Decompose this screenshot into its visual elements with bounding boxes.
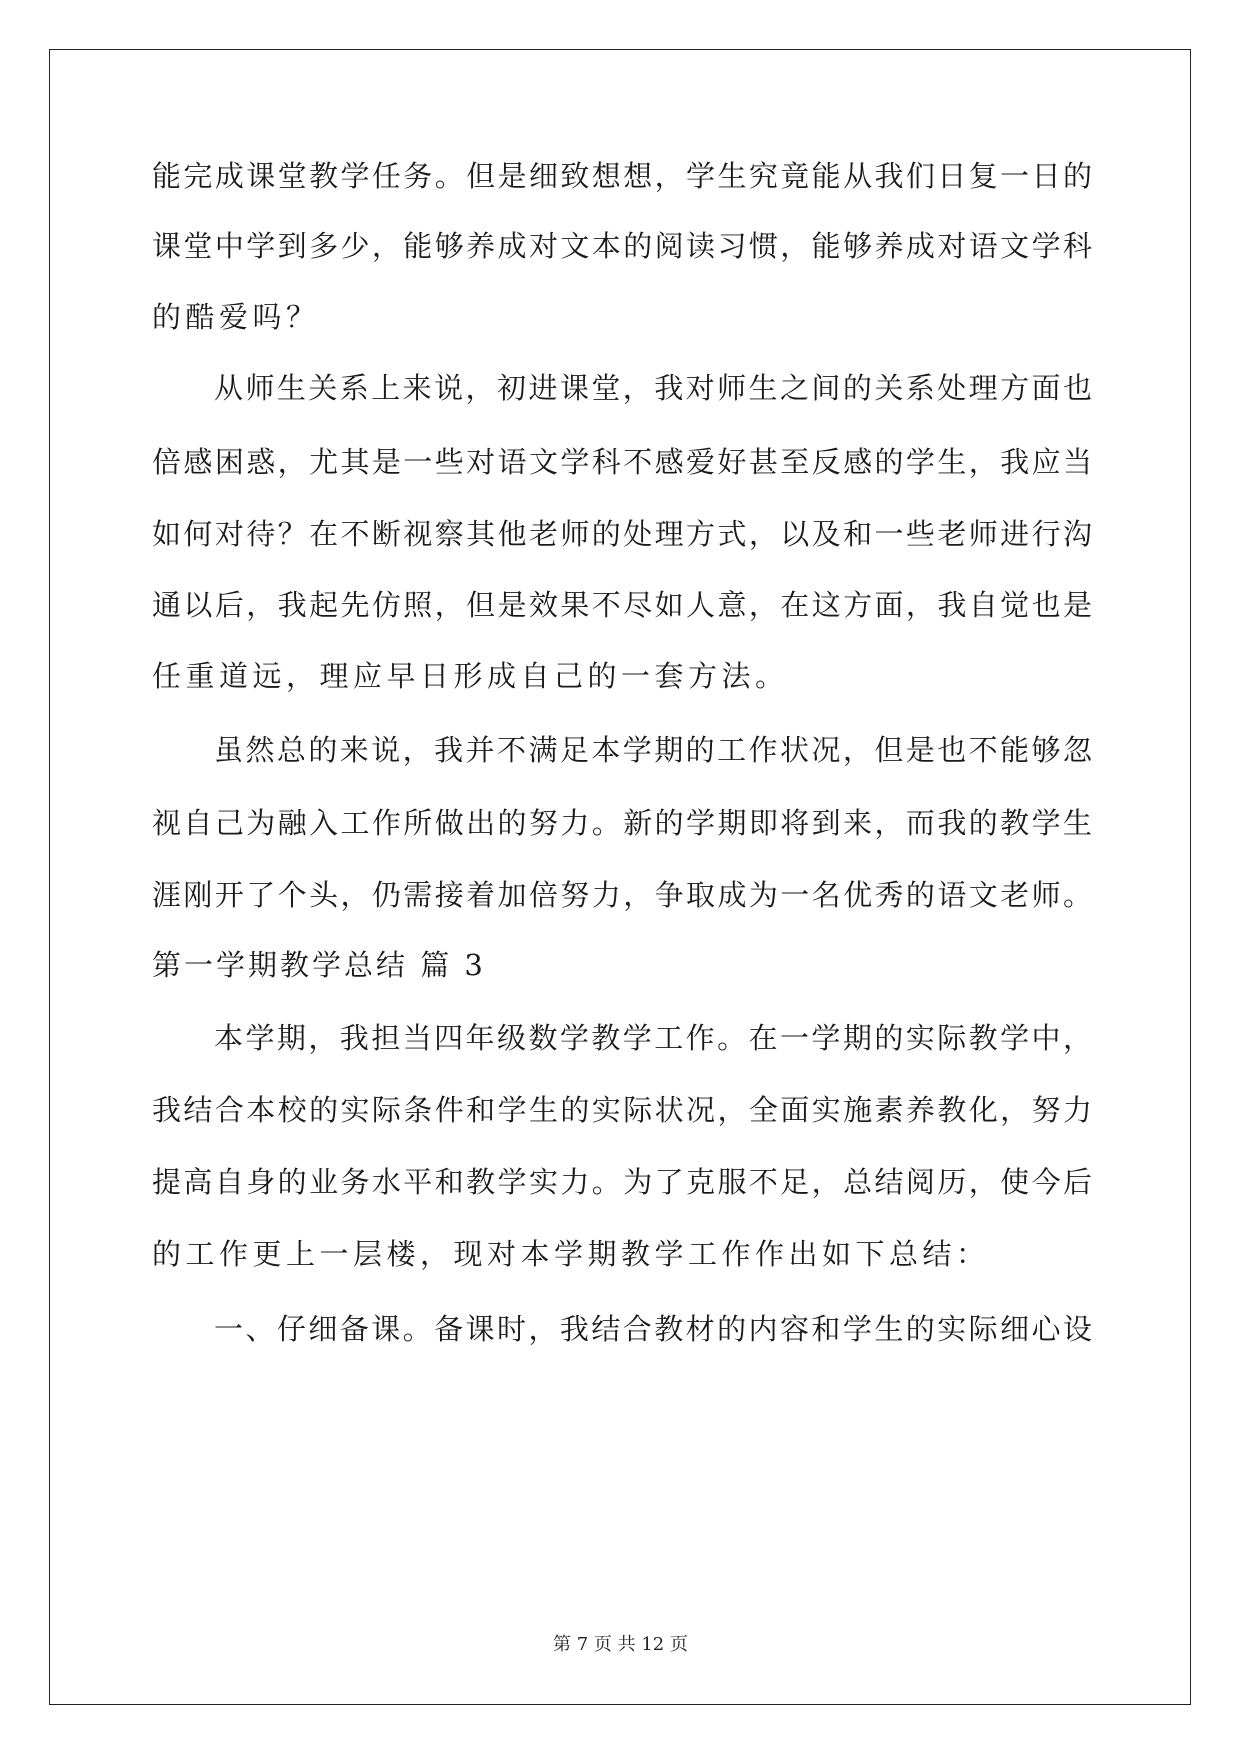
paragraph-line: 的酷爱吗？ bbox=[152, 300, 320, 334]
section-heading: 第一学期教学总结 篇 3 bbox=[152, 948, 486, 982]
paragraph-line: 视自己为融入工作所做出的努力。新的学期即将到来，而我的教学生 bbox=[152, 806, 1092, 840]
paragraph-line: 虽然总的来说，我并不满足本学期的工作状况，但是也不能够忽 bbox=[214, 733, 1092, 767]
paragraph-line: 提高自身的业务水平和教学实力。为了克服不足，总结阅历，使今后 bbox=[152, 1165, 1092, 1199]
paragraph-line: 通以后，我起先仿照，但是效果不尽如人意，在这方面，我自觉也是 bbox=[152, 588, 1092, 622]
paragraph-line: 倍感困惑，尤其是一些对语文学科不感爱好甚至反感的学生，我应当 bbox=[152, 445, 1092, 479]
paragraph-line: 一、仔细备课。备课时，我结合教材的内容和学生的实际细心设 bbox=[214, 1312, 1092, 1346]
paragraph-line: 能完成课堂教学任务。但是细致想想，学生究竟能从我们日复一日的 bbox=[152, 159, 1092, 193]
page-number-footer: 第 7 页 共 12 页 bbox=[553, 1634, 688, 1655]
paragraph-line: 课堂中学到多少，能够养成对文本的阅读习惯，能够养成对语文学科 bbox=[152, 229, 1092, 263]
paragraph-line: 从师生关系上来说，初进课堂，我对师生之间的关系处理方面也 bbox=[214, 371, 1092, 405]
paragraph-line: 的工作更上一层楼，现对本学期教学工作作出如下总结： bbox=[152, 1237, 990, 1271]
paragraph-line: 涯刚开了个头，仍需接着加倍努力，争取成为一名优秀的语文老师。 bbox=[152, 878, 1092, 912]
paragraph-line: 如何对待？在不断视察其他老师的处理方式，以及和一些老师进行沟 bbox=[152, 517, 1092, 551]
paragraph-line: 任重道远，理应早日形成自己的一套方法。 bbox=[152, 659, 789, 693]
paragraph-line: 我结合本校的实际条件和学生的实际状况，全面实施素养教化，努力 bbox=[152, 1093, 1092, 1127]
paragraph-line: 本学期，我担当四年级数学教学工作。在一学期的实际教学中， bbox=[214, 1021, 1092, 1055]
